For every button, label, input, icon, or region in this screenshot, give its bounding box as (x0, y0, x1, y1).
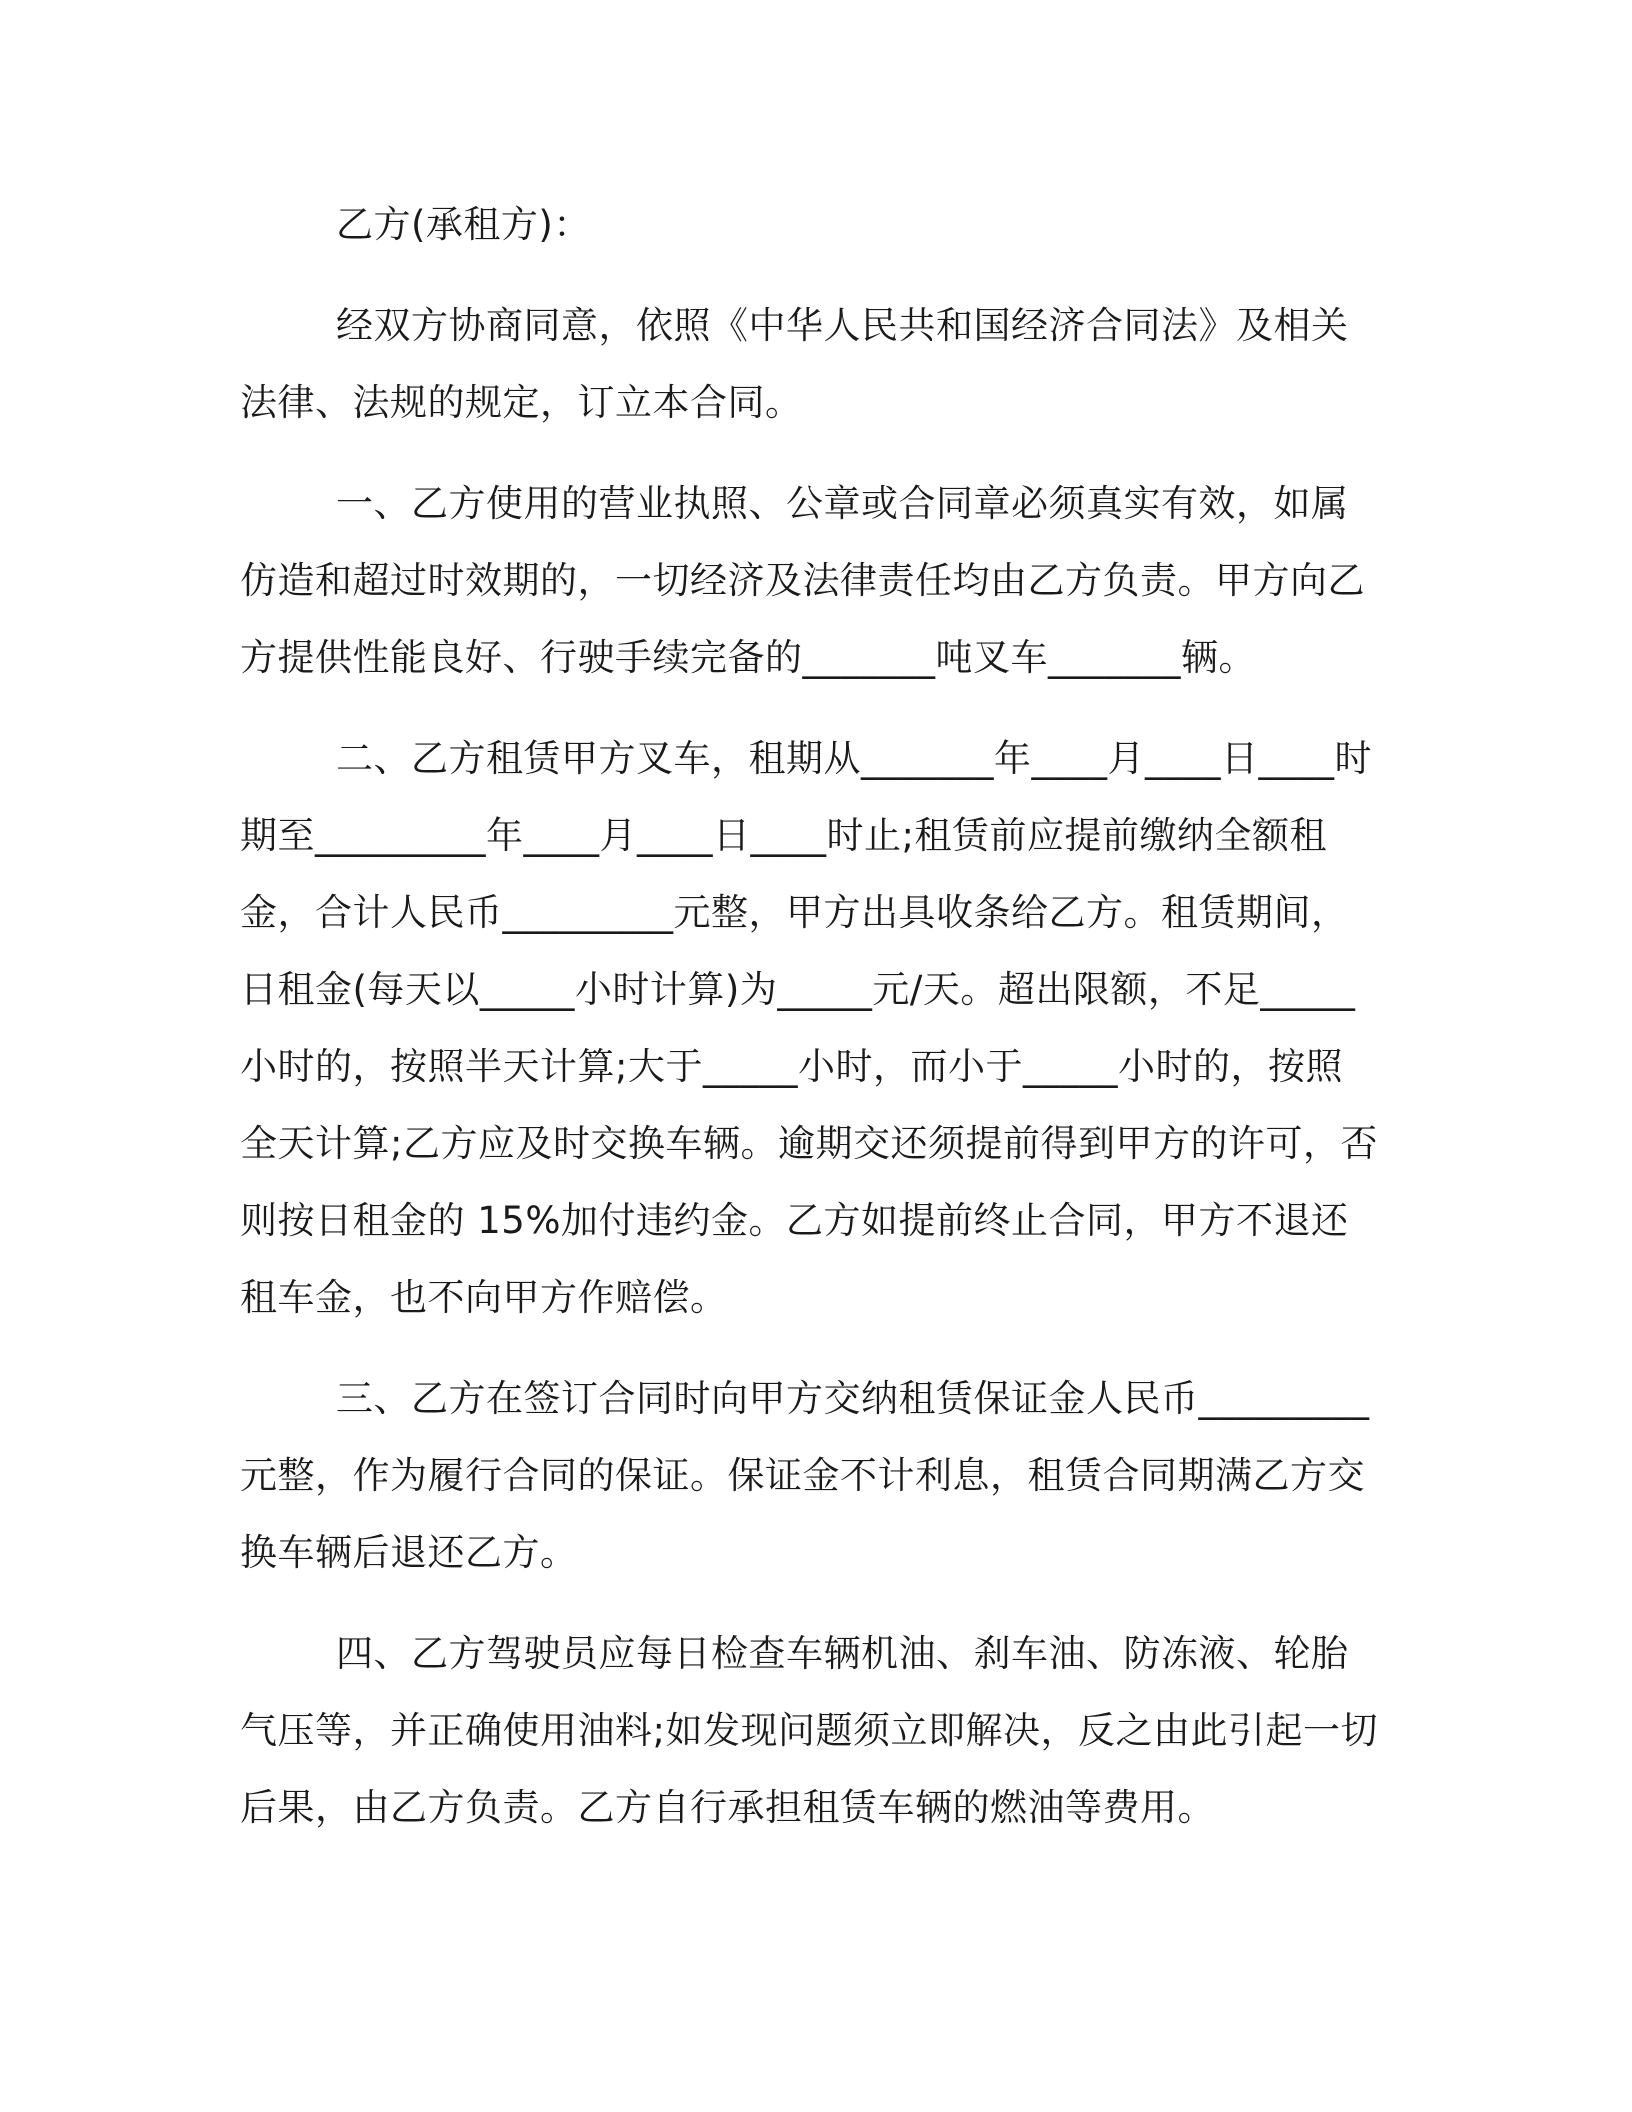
preamble-paragraph: 经双方协商同意，依照《中华人民共和国经济合同法》及相关法律、法规的规定，订立本合同。 (240, 304, 1349, 424)
clause-3-paragraph: 三、乙方在签订合同时向甲方交纳租赁保证金人民币_________元整，作为履行合同的保证。保证金不计利息，租赁合同期满乙方交换车辆后退还乙方。 (240, 1377, 1370, 1574)
document-body (240, 186, 1380, 1870)
party-b-line: 乙方(承租方)： (336, 203, 591, 246)
clause-1-paragraph: 一、乙方使用的营业执照、公章或合同章必须真实有效，如属仿造和超过时效期的，一切经济及法律责任均由乙方负责。甲方向乙方提供性能良好、行驶手续完备的_______吨叉车_______辆。 (240, 482, 1365, 679)
clause-4-paragraph: 四、乙方驾驶员应每日检查车辆机油、刹车油、防冻液、轮胎气压等，并正确使用油料;如发现问题须立即解决，反之由此引起一切后果，由乙方负责。乙方自行承担租赁车辆的燃油等费用。 (240, 1632, 1378, 1829)
clause-2-paragraph: 二、乙方租赁甲方叉车，租期从_______年____月____日____时期至_________年____月____日____时止;租赁前应提前缴纳全额租金，合计人民币_________元整，甲方出具收条给乙方。租赁期间，日租金(每天以_____小时计算)为_____元/天。超出限额，不足_____小时的，按照半天计算;大于_____小时，而小于_____小时的，按照全天计算;乙方应及时交换车辆。逾期交还须提前得到甲方的许可，否则按日租金的 15%加付违约金。乙方如提前终止合同，甲方不退还租车金，也不向甲方作赔偿。 (240, 737, 1378, 1319)
